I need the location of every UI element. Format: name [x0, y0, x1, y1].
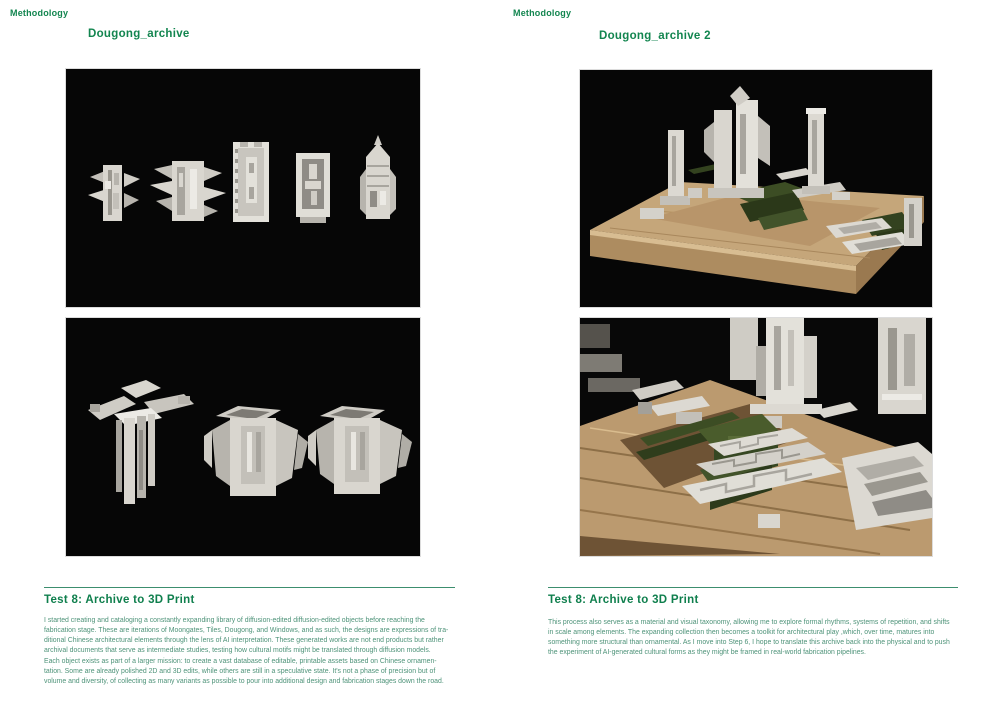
right-photo-1 — [579, 69, 933, 308]
photo-board-with-models — [580, 70, 932, 307]
right-photo-2 — [579, 317, 933, 557]
left-body-line: tation. Some are already polished 2D and 3D edits, while others are still in a speculative state. It's not a phase of precision but of — [44, 667, 436, 675]
right-body-line: something more structural than ornamental. As I move into Step 6, I hope to translate this archive back into the physical and to push — [548, 639, 950, 647]
left-divider-rule — [44, 587, 455, 588]
right-body-text — [548, 618, 958, 659]
left-body-line: Each object exists as part of a larger mission: to create a vast database of editable, printable assets based on Chinese ornamen- — [44, 657, 437, 665]
right-test-heading: Test 8: Archive to 3D Print — [548, 594, 699, 606]
photo-board-closeup — [580, 318, 932, 556]
left-photo-1 — [65, 68, 421, 308]
photo-five-dougong-objects — [66, 69, 420, 307]
right-divider-rule — [548, 587, 958, 588]
left-photo-2 — [65, 317, 421, 557]
left-body-line: ditional Chinese architectural elements through the lens of AI interpretation. These generated works are not end products but rather — [44, 637, 444, 645]
photo-three-dougong-brackets — [66, 318, 420, 556]
left-body-line: I started creating and cataloging a constantly expanding library of diffusion-edited diffusion-edited objects before reaching the — [44, 617, 425, 624]
right-section-label: Methodology — [513, 8, 572, 18]
right-figure-title: Dougong_archive 2 — [599, 30, 711, 42]
left-body-line: fabrication stage. These are iterations of Moongates, Tiles, Dougong, and Windows, and as such, the designs are expressions of tra- — [44, 627, 449, 635]
left-body-line: volume and diversity, of collecting as many variants as possible to pour into additional design and fabrication stages down the road. — [44, 677, 444, 685]
left-figure-title: Dougong_archive — [88, 28, 190, 40]
left-body-text — [44, 616, 464, 687]
left-section-label: Methodology — [10, 8, 69, 18]
right-body-line: This process also serves as a material and visual taxonomy, allowing me to explore formal rhythms, systems of repetition, and shifts — [548, 619, 950, 626]
right-body-line: the experiment of AI-generated cultural forms as they might be framed in real-world fabrication pipelines. — [548, 649, 866, 657]
right-body-line: in scale among elements. The expanding collection then becomes a toolkit for architectural play ,which, over time, matures into — [548, 629, 935, 637]
left-test-heading: Test 8: Archive to 3D Print — [44, 594, 195, 606]
left-body-line: archival documents that serve as intermediate studies, testing how cultural motifs might be translated through diffusion models. — [44, 647, 431, 655]
